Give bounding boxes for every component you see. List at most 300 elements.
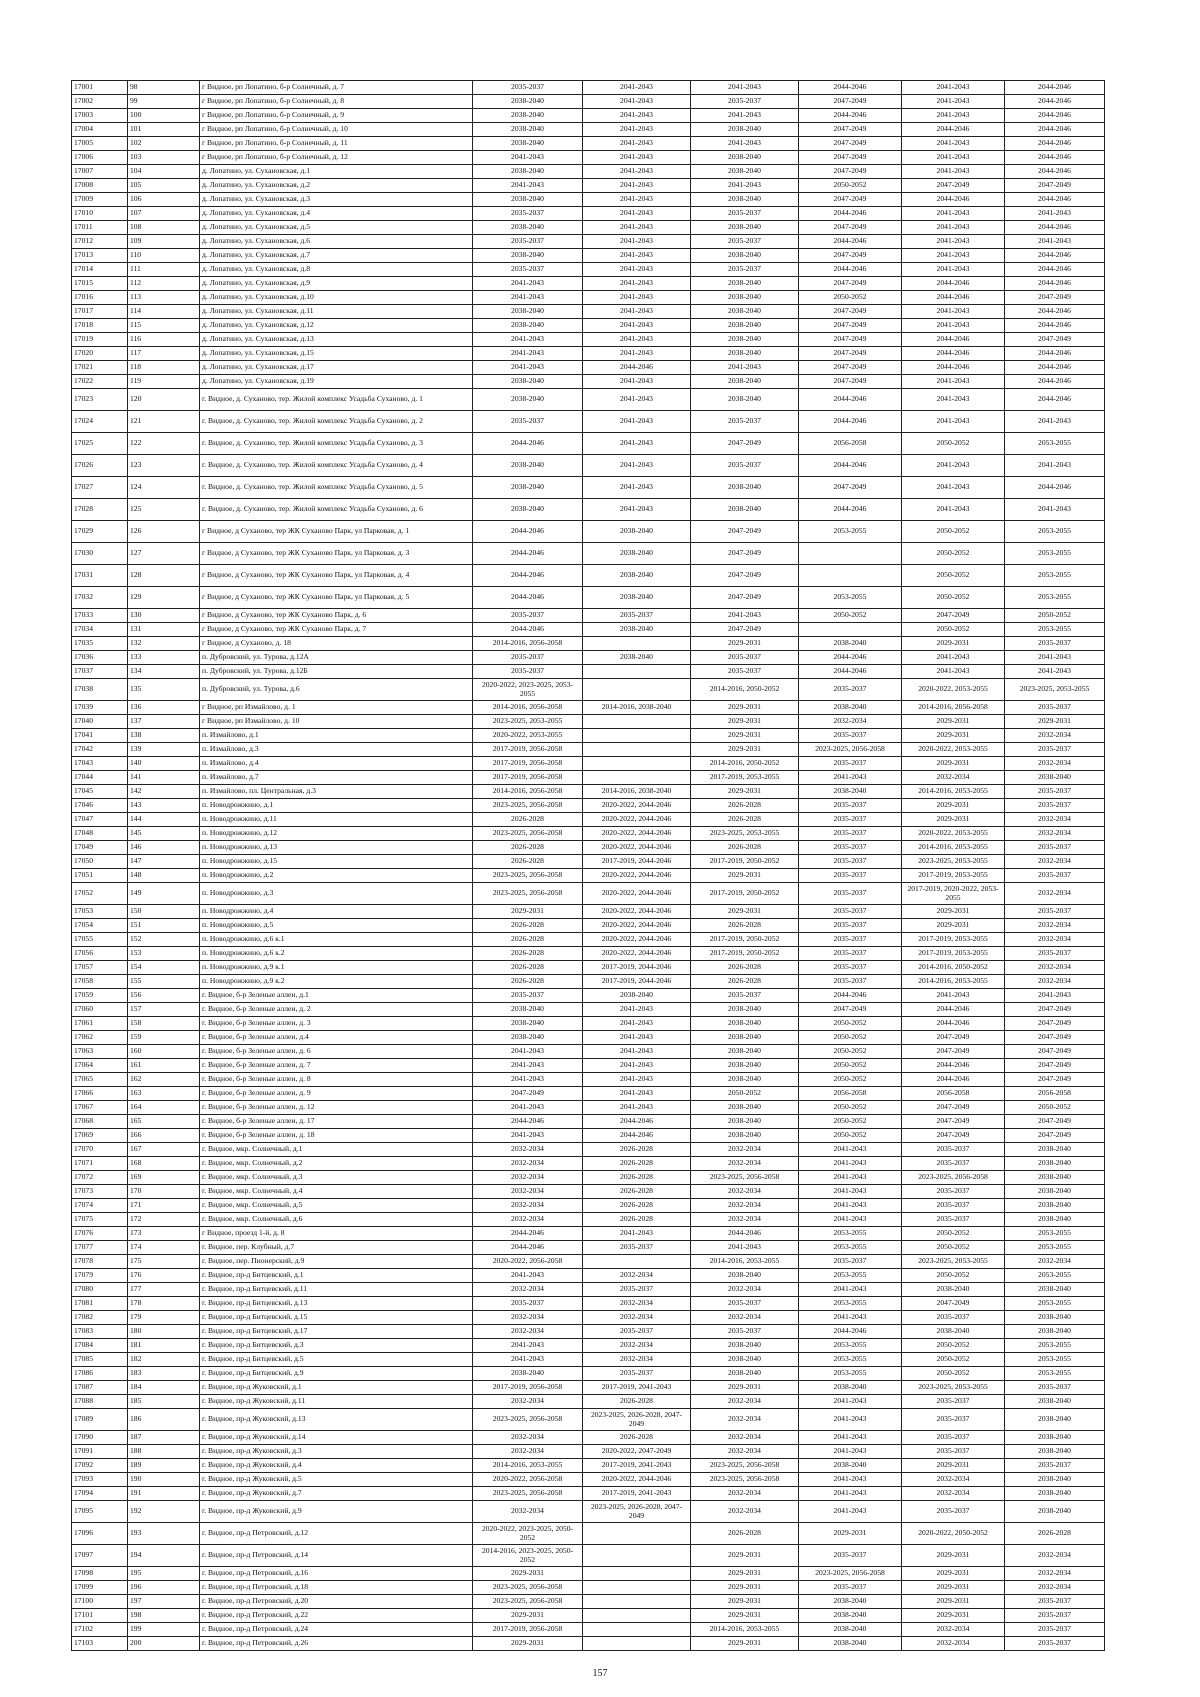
table-cell: 2032-2034 [583,1269,691,1283]
table-cell: 99 [128,95,200,109]
table-cell: 17058 [72,975,128,989]
table-cell: 2044-2046 [799,235,902,249]
table-cell: 2017-2019, 2056-2058 [473,1623,583,1637]
table-cell: 17051 [72,869,128,883]
table-cell: 2053-2055 [1005,521,1105,543]
table-cell: г. Видное, пр-д Битцевский, д.5 [200,1353,473,1367]
table-cell: 2038-2040 [473,477,583,499]
table-row [72,961,1105,975]
table-cell: 2029-2031 [902,1567,1005,1581]
table-cell: 2041-2043 [1005,207,1105,221]
table-cell: 2041-2043 [583,235,691,249]
table-row [72,1045,1105,1059]
table-cell: 2044-2046 [473,1227,583,1241]
table-cell: 2035-2037 [691,455,799,477]
table-cell: 2032-2034 [691,1501,799,1523]
table-cell: п. Новодрожжино, д.6 к.2 [200,947,473,961]
table-cell: 2023-2025, 2053-2055 [902,1381,1005,1395]
table-cell: 2044-2046 [799,81,902,95]
table-row [72,291,1105,305]
table-cell: 2056-2058 [1005,1087,1105,1101]
table-cell: 2044-2046 [902,291,1005,305]
table-cell: г Видное, рп Измайлово, д. 10 [200,715,473,729]
table-cell: 17080 [72,1283,128,1297]
table-cell: 17015 [72,277,128,291]
table-cell: 2017-2019, 2050-2052 [691,933,799,947]
table-cell: д. Лопатино, ул. Сухановская, д.2 [200,179,473,193]
table-cell: 17064 [72,1059,128,1073]
table-cell: д. Лопатино, ул. Сухановская, д.1 [200,165,473,179]
table-cell: 2035-2037 [902,1199,1005,1213]
table-cell: 2041-2043 [583,1101,691,1115]
table-cell: 2038-2040 [1005,1157,1105,1171]
table-cell: 2029-2031 [1005,715,1105,729]
table-cell: 138 [128,729,200,743]
table-row [72,347,1105,361]
table-cell: 2032-2034 [473,1213,583,1227]
table-cell: 17086 [72,1367,128,1381]
table-cell: 2047-2049 [1005,1017,1105,1031]
table-cell: 17029 [72,521,128,543]
table-cell: г. Видное, пр-д Битцевский, д.3 [200,1339,473,1353]
table-row [72,1567,1105,1581]
table-cell: 2038-2040 [1005,1445,1105,1459]
table-cell: 17045 [72,785,128,799]
table-cell: 2044-2046 [1005,221,1105,235]
table-cell: 2041-2043 [799,1445,902,1459]
table-row [72,1473,1105,1487]
table-cell: 2047-2049 [691,521,799,543]
table-cell: г. Видное, б-р Зеленые аллеи, д. 3 [200,1017,473,1031]
table-cell: 132 [128,637,200,651]
table-cell: 2020-2022, 2044-2046 [583,905,691,919]
table-cell: г. Видное, пр-д Петровский, д.24 [200,1623,473,1637]
table-cell: 155 [128,975,200,989]
table-cell: 2047-2049 [799,249,902,263]
table-cell: 2047-2049 [799,151,902,165]
table-cell: 2035-2037 [799,919,902,933]
table-cell: 2038-2040 [473,1031,583,1045]
table-cell: 2035-2037 [1005,1637,1105,1651]
table-cell: г. Видное, пр-д Жуковский, д.14 [200,1431,473,1445]
table-cell: 17043 [72,757,128,771]
table-cell: 2041-2043 [583,455,691,477]
table-cell [583,715,691,729]
table-cell: 111 [128,263,200,277]
table-cell: 17022 [72,375,128,389]
table-cell: 2032-2034 [902,771,1005,785]
table-cell: 2020-2022, 2044-2046 [583,919,691,933]
table-cell: 2041-2043 [902,989,1005,1003]
table-cell: 2038-2040 [691,499,799,521]
table-cell: 2035-2037 [691,411,799,433]
table-cell: г. Видное, пр-д Битцевский, д.17 [200,1325,473,1339]
table-row [72,679,1105,701]
table-cell: г Видное, рп Лопатино, б-р Солнечный, д. 8 [200,95,473,109]
table-cell: 2047-2049 [799,137,902,151]
table-cell [583,771,691,785]
table-cell: г Видное, проезд 1-й, д. 8 [200,1227,473,1241]
table-cell: 17047 [72,813,128,827]
table-cell: 2050-2052 [902,623,1005,637]
table-cell: 2035-2037 [1005,841,1105,855]
table-cell: 2047-2049 [799,333,902,347]
table-cell: 17067 [72,1101,128,1115]
table-cell: 2047-2049 [799,123,902,137]
table-row [72,785,1105,799]
table-cell: 2038-2040 [799,1459,902,1473]
table-cell: 2035-2037 [902,1213,1005,1227]
table-row [72,521,1105,543]
table-cell: 2053-2055 [1005,433,1105,455]
table-cell: 2041-2043 [691,179,799,193]
table-cell: 2023-2025, 2053-2055 [1005,679,1105,701]
table-cell: 2035-2037 [799,933,902,947]
table-cell: 2017-2019, 2050-2052 [691,883,799,905]
table-cell: 2044-2046 [1005,375,1105,389]
table-cell: 2044-2046 [799,263,902,277]
table-cell: г. Видное, д. Суханово, тер. Жилой комплекс Усадьба Суханово, д. 6 [200,499,473,521]
table-cell: 2029-2031 [691,869,799,883]
table-cell: г. Видное, пер. Пионерский, д.9 [200,1255,473,1269]
table-cell: 2050-2052 [799,1059,902,1073]
table-cell: 177 [128,1283,200,1297]
table-cell: 2035-2037 [473,263,583,277]
table-cell: 2035-2037 [583,1367,691,1381]
table-cell: 2053-2055 [1005,587,1105,609]
table-cell: 2050-2052 [902,1269,1005,1283]
table-cell: 17072 [72,1171,128,1185]
table-cell: 2032-2034 [691,1283,799,1297]
table-cell: 2023-2025, 2056-2058 [691,1171,799,1185]
table-cell: 2047-2049 [691,543,799,565]
table-cell: 2032-2034 [799,715,902,729]
table-cell: д. Лопатино, ул. Сухановская, д.19 [200,375,473,389]
table-cell: 2038-2040 [691,1269,799,1283]
table-cell: 17065 [72,1073,128,1087]
table-cell: 17024 [72,411,128,433]
table-cell: 123 [128,455,200,477]
table-cell: 2044-2046 [799,389,902,411]
table-cell: 2026-2028 [583,1185,691,1199]
table-cell: 2053-2055 [799,1241,902,1255]
table-cell: 2050-2052 [799,1129,902,1143]
table-cell: 17041 [72,729,128,743]
table-cell: 2038-2040 [473,95,583,109]
table-cell: 2026-2028 [691,799,799,813]
table-cell: 2041-2043 [583,179,691,193]
table-cell: 2023-2025, 2053-2055 [902,855,1005,869]
table-cell: 105 [128,179,200,193]
table-cell: 2041-2043 [799,1199,902,1213]
table-cell: 185 [128,1395,200,1409]
table-cell: 2029-2031 [473,1637,583,1651]
table-cell: 17037 [72,665,128,679]
table-cell: 114 [128,305,200,319]
table-cell: 2056-2058 [799,1087,902,1101]
table-cell: 2026-2028 [691,1523,799,1545]
table-cell: 2041-2043 [1005,499,1105,521]
table-cell: 121 [128,411,200,433]
table-cell: 2032-2034 [691,1185,799,1199]
table-cell: 2032-2034 [691,1445,799,1459]
table-cell: 2020-2022, 2044-2046 [583,883,691,905]
table-cell: 2050-2052 [902,433,1005,455]
table-cell: 2023-2025, 2056-2058 [473,1487,583,1501]
table-cell: 2044-2046 [1005,249,1105,263]
table-cell: 2044-2046 [1005,193,1105,207]
table-cell: 17075 [72,1213,128,1227]
table-cell: 2041-2043 [691,1241,799,1255]
table-cell: 2032-2034 [583,1339,691,1353]
table-cell: 2041-2043 [473,1339,583,1353]
table-cell: 2038-2040 [691,1003,799,1017]
table-cell: 2038-2040 [1005,1431,1105,1445]
table-cell: 2041-2043 [583,433,691,455]
table-cell: 2047-2049 [799,361,902,375]
table-cell: 2017-2019, 2041-2043 [583,1381,691,1395]
table-cell: п. Новодрожжино, д.12 [200,827,473,841]
table-cell: 179 [128,1311,200,1325]
table-row [72,137,1105,151]
table-cell: 2020-2022, 2056-2058 [473,1473,583,1487]
table-cell: 2038-2040 [583,521,691,543]
table-cell: 2041-2043 [799,1487,902,1501]
table-cell: 2044-2046 [583,1129,691,1143]
table-cell: п. Новодрожжино, д.5 [200,919,473,933]
table-cell: 2038-2040 [1005,771,1105,785]
table-cell: п. Новодрожжино, д.3 [200,883,473,905]
table-cell: 2047-2049 [902,1045,1005,1059]
table-cell: 2032-2034 [473,1185,583,1199]
table-cell: 2014-2016, 2056-2058 [473,637,583,651]
table-cell: 153 [128,947,200,961]
table-cell [583,1567,691,1581]
table-cell: 2041-2043 [583,1003,691,1017]
table-cell: 2032-2034 [1005,1581,1105,1595]
table-cell: 2032-2034 [473,1171,583,1185]
table-cell: 2038-2040 [799,1637,902,1651]
table-cell [583,679,691,701]
table-cell: 2038-2040 [691,1129,799,1143]
table-cell: 2035-2037 [799,757,902,771]
table-cell: 2020-2022, 2044-2046 [583,947,691,961]
table-cell: г Видное, рп Лопатино, б-р Солнечный, д. 7 [200,81,473,95]
table-cell: 2017-2019, 2041-2043 [583,1459,691,1473]
table-cell: 2038-2040 [691,375,799,389]
table-cell: 174 [128,1241,200,1255]
table-cell: 17011 [72,221,128,235]
table-cell: 166 [128,1129,200,1143]
table-cell: 130 [128,609,200,623]
table-cell: 2041-2043 [583,291,691,305]
table-cell: 2041-2043 [902,305,1005,319]
table-cell: г. Видное, мкр. Солнечный, д.3 [200,1171,473,1185]
table-cell: 128 [128,565,200,587]
table-cell: 2041-2043 [1005,989,1105,1003]
table-cell: 2020-2022, 2044-2046 [583,933,691,947]
table-cell: 2026-2028 [473,975,583,989]
table-row [72,1185,1105,1199]
table-cell: 2050-2052 [799,1031,902,1045]
table-cell: 2041-2043 [1005,665,1105,679]
table-row [72,757,1105,771]
table-row [72,623,1105,637]
table-cell: 190 [128,1473,200,1487]
table-cell: 192 [128,1501,200,1523]
table-cell: 17083 [72,1325,128,1339]
table-cell: 2032-2034 [902,1473,1005,1487]
table-cell: 2026-2028 [1005,1523,1105,1545]
table-cell: 2032-2034 [1005,1545,1105,1567]
table-cell: 143 [128,799,200,813]
table-cell: 17042 [72,743,128,757]
table-cell: д. Лопатино, ул. Сухановская, д.11 [200,305,473,319]
table-cell: 2044-2046 [1005,347,1105,361]
table-cell: 2038-2040 [691,1017,799,1031]
table-cell: 107 [128,207,200,221]
table-cell: 17093 [72,1473,128,1487]
table-cell: 2050-2052 [902,543,1005,565]
table-cell: д. Лопатино, ул. Сухановская, д.7 [200,249,473,263]
table-cell: 2038-2040 [583,623,691,637]
table-cell: 2038-2040 [473,319,583,333]
table-cell: 17090 [72,1431,128,1445]
table-cell: 17009 [72,193,128,207]
table-cell: 2041-2043 [583,347,691,361]
table-cell: 184 [128,1381,200,1395]
table-cell: 17063 [72,1045,128,1059]
table-cell: 168 [128,1157,200,1171]
table-cell: 2047-2049 [902,1031,1005,1045]
table-cell: г. Видное, б-р Зеленые аллеи, д. 7 [200,1059,473,1073]
table-cell: 17006 [72,151,128,165]
table-cell: 2041-2043 [902,151,1005,165]
table-cell: 2017-2019, 2053-2055 [902,947,1005,961]
table-cell: 2041-2043 [583,389,691,411]
table-cell: 2020-2022, 2044-2046 [583,1473,691,1487]
table-cell: 2044-2046 [902,123,1005,137]
table-body [72,81,1105,1651]
table-row [72,1501,1105,1523]
table-cell: 2053-2055 [1005,1367,1105,1381]
table-cell: 2035-2037 [799,961,902,975]
table-cell: 2044-2046 [1005,95,1105,109]
table-cell: 119 [128,375,200,389]
table-cell: 2035-2037 [691,665,799,679]
table-cell: 2026-2028 [583,1157,691,1171]
table-cell: 2032-2034 [691,1199,799,1213]
table-cell: 2041-2043 [691,137,799,151]
table-cell: 2017-2019, 2020-2022, 2053-2055 [902,883,1005,905]
table-cell: г. Видное, пр-д Битцевский, д.1 [200,1269,473,1283]
table-cell: 2029-2031 [902,729,1005,743]
table-cell: 2041-2043 [902,249,1005,263]
table-cell: 2035-2037 [799,729,902,743]
table-cell: 110 [128,249,200,263]
table-cell: 101 [128,123,200,137]
table-cell: 2041-2043 [583,165,691,179]
table-cell: 2041-2043 [799,1501,902,1523]
table-cell: 2038-2040 [1005,1325,1105,1339]
table-cell: 172 [128,1213,200,1227]
table-cell: 2023-2025, 2026-2028, 2047-2049 [583,1501,691,1523]
table-cell: 2038-2040 [583,565,691,587]
table-row [72,1487,1105,1501]
table-cell: 2014-2016, 2038-2040 [583,785,691,799]
table-cell: 2044-2046 [902,347,1005,361]
table-cell: 2038-2040 [473,123,583,137]
table-cell: 2035-2037 [691,989,799,1003]
table-row [72,375,1105,389]
table-cell: п. Новодрожжино, д.9 к.2 [200,975,473,989]
table-cell: д. Лопатино, ул. Сухановская, д.3 [200,193,473,207]
table-cell: г. Видное, д. Суханово, тер. Жилой комплекс Усадьба Суханово, д. 4 [200,455,473,477]
table-cell: 17010 [72,207,128,221]
table-row [72,95,1105,109]
table-cell: 2044-2046 [799,207,902,221]
table-cell: 2023-2025, 2056-2058 [473,827,583,841]
table-cell: 17001 [72,81,128,95]
table-row [72,1637,1105,1651]
table-row [72,1311,1105,1325]
table-cell: г. Видное, пр-д Петровский, д.12 [200,1523,473,1545]
table-cell: 17023 [72,389,128,411]
table-cell: 2047-2049 [799,1003,902,1017]
table-cell: 126 [128,521,200,543]
table-cell: 142 [128,785,200,799]
table-cell: 2038-2040 [691,1101,799,1115]
table-cell: 2032-2034 [1005,729,1105,743]
table-cell: 2026-2028 [583,1171,691,1185]
table-cell: 2038-2040 [1005,1501,1105,1523]
table-cell: 2041-2043 [583,1087,691,1101]
table-cell: г. Видное, пр-д Битцевский, д.13 [200,1297,473,1311]
table-cell: 17102 [72,1623,128,1637]
table-cell: 2023-2025, 2056-2058 [473,1409,583,1431]
table-cell: 156 [128,989,200,1003]
table-cell: 2026-2028 [473,813,583,827]
table-cell: 2041-2043 [902,207,1005,221]
table-row [72,1171,1105,1185]
table-cell: 2032-2034 [583,1297,691,1311]
table-cell: 2050-2052 [902,587,1005,609]
table-cell: 2041-2043 [473,333,583,347]
table-cell: 2041-2043 [583,1045,691,1059]
table-cell: 17053 [72,905,128,919]
table-cell [583,1255,691,1269]
table-cell: 2029-2031 [691,1637,799,1651]
table-cell: 127 [128,543,200,565]
table-cell: 2050-2052 [799,1101,902,1115]
table-cell: 2014-2016, 2053-2055 [902,975,1005,989]
table-cell: п. Новодрожжино, д.2 [200,869,473,883]
table-cell: 2047-2049 [799,95,902,109]
table-cell: 2047-2049 [902,1129,1005,1143]
table-cell: 2041-2043 [473,179,583,193]
table-cell: 161 [128,1059,200,1073]
table-cell: 2026-2028 [691,961,799,975]
table-cell: 2047-2049 [902,1101,1005,1115]
table-cell: 2014-2016, 2053-2055 [691,1255,799,1269]
table-cell: 2032-2034 [691,1311,799,1325]
table-cell [583,1545,691,1567]
table-cell: 2050-2052 [799,1115,902,1129]
table-cell: 2053-2055 [1005,1227,1105,1241]
table-cell: 2041-2043 [583,375,691,389]
table-cell: 2044-2046 [691,1227,799,1241]
table-cell: 2053-2055 [1005,1269,1105,1283]
